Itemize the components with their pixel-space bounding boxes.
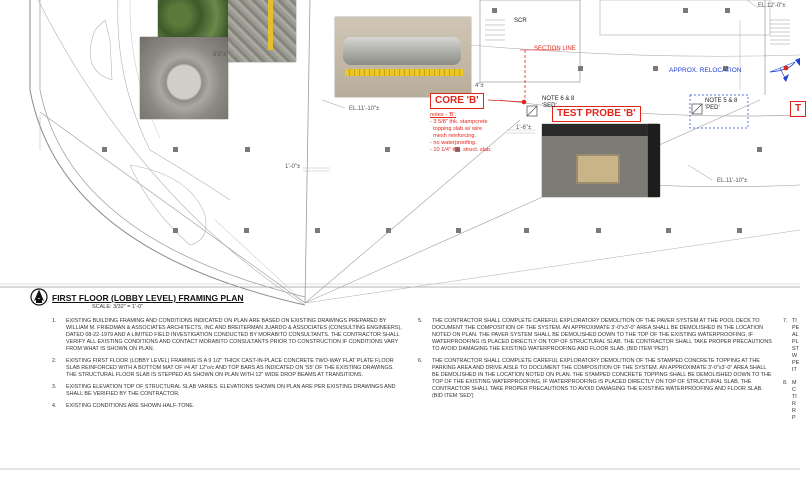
general-notes-right [418, 318, 772, 405]
note-text: THE CONTRACTOR SHALL COMPLETE CAREFUL EXPLORATORY DEMOLITION OF THE STAMPED CONCRETE TOPPING AT THE PARKING AREA AND DRIVE AISLE TO DOCUMENT THE COMPOSITION OF THE SYSTEM. AN APPROXIMATE 3'-0"x3'-0" AREA SHALL BE DEMOLISHED IN THE LOCATION NOTED ON PLAN. THE STAMPED CONCRETE TOPPING SHALL BE DEMOLISHED DOWN TO THE TOP OF THE EXISTING WATERPROOFING, IF WATERPROOFING IS PLACED DIRECTLY ON TOP OF STRUCTURAL SLAB. THE CONTRACTOR SHALL TAKE PROPER PRECAUTIONS TO AVOID DAMAGING THE EXISTING WATERPROOFING AND FLOOR SLAB. (BID ITEM 'SED') [432, 358, 772, 400]
note-item [52, 403, 404, 410]
note-text: EXISTING ELEVATION TOP OF STRUCTURAL SLAB VARIES. ELEVATIONS SHOWN ON PLAN ARE PER EXISTING DRAWINGS AND SHALL BE VERIFIED BY THE CONTRACTOR. [66, 384, 396, 398]
core-b-tag: CORE 'B' [430, 93, 484, 109]
note-fragment: ST [792, 346, 799, 353]
section-line-label: SECTION LINE [534, 46, 576, 52]
photo-core-sample [335, 17, 471, 97]
note-text: EXISTING CONDITIONS ARE SHOWN HALF-TONE. [66, 403, 195, 410]
core-note-line: - 3 5/8" thk. stampcrete [430, 118, 488, 125]
photo-test-probe [542, 124, 658, 197]
note-fragment: C [792, 387, 796, 394]
note-number: 6. [418, 358, 423, 365]
note-fragment: TI [792, 318, 797, 324]
note-fragment: IT [792, 367, 797, 374]
note-fragment: M [792, 380, 797, 387]
note-number: 5. [418, 318, 423, 324]
note-fragment: PE [792, 325, 800, 332]
note-5-8-label: NOTE 5 & 8 [705, 98, 738, 104]
tape-measure-icon [268, 0, 273, 50]
north-arrow-icon [30, 288, 48, 306]
note-number: 2. [52, 358, 57, 365]
ruler-icon [345, 69, 463, 76]
note-item [52, 318, 404, 353]
note-item [783, 380, 800, 422]
test-probe-b-tag: TEST PROBE 'B' [552, 106, 641, 122]
note-item [418, 358, 772, 400]
core-notes [430, 112, 492, 154]
note-number: 4. [52, 403, 57, 410]
photo-measure-pavement [228, 0, 296, 62]
note-item [52, 358, 404, 379]
note-text [792, 380, 797, 422]
note-fragment: PL [792, 339, 799, 346]
note-6-8-label: NOTE 6 & 8 [542, 96, 575, 102]
core-notes-title: notes - 'B': [430, 112, 457, 118]
note-5-8-code: 'PED' [705, 104, 720, 111]
note-number: 1. [52, 318, 57, 324]
elevation-right-label: EL.11'-10"± [717, 178, 748, 184]
core-note-line: - 10 1/4" thk. struct. slab. [430, 146, 492, 153]
elevation-left-label: EL.11'-10"± [349, 106, 380, 112]
note-item [418, 318, 772, 353]
note-fragment: R [792, 408, 796, 415]
note-5-8-tag [705, 98, 737, 111]
note-fragment: TI [792, 394, 797, 401]
dimension-top-label: 4"± [475, 83, 484, 89]
note-text: EXISTING FIRST FLOOR (LOBBY LEVEL) FRAMING IS A 9 1/2" THICK CAST-IN-PLACE CONCRETE TWO-WAY FLAT PLATE FLOOR SLAB REINFORCED WITH A BOTTOM MAT OF #4 AT 12"o/c AND TOP BARS AS INDICATED ON 'S5' OF THE EXISTING DRAWINGS. THE STRUCTURAL FLOOR SLAB IS STEPPED AS SHOWN ON PLAN WITH 12" WIDE DROP BEAMS AT TRANSITIONS. [66, 358, 394, 379]
scr-label: SCR [514, 18, 527, 24]
probe-opening-icon [576, 154, 620, 184]
elevation-top-label: EL.12'-0"± [758, 3, 786, 9]
photo-grass [158, 0, 228, 38]
note-number: 7. [783, 318, 788, 324]
general-notes-cut [783, 318, 800, 422]
approx-relocation-label: APPROX. RELOCATION [669, 67, 742, 74]
dimension-side-label: 5'3"± [213, 52, 227, 58]
note-number: 8. [783, 380, 788, 387]
photo-core-hole [140, 37, 228, 119]
note-number: 3. [52, 384, 57, 391]
note-text [792, 318, 799, 374]
cut-right-tag: T [790, 101, 806, 117]
note-item [783, 318, 800, 374]
core-sample-icon [343, 37, 461, 65]
note-6-8-tag [542, 96, 574, 109]
note-text: EXISTING BUILDING FRAMING AND CONDITIONS INDICATED ON PLAN ARE BASED ON EXISTING DRAWINGS PREPARED BY WILLIAM M. FRIEDMAN & ASSOCIATES ARCHITECTS, INC AND BREITERMAN JUARDO & ASSOCIATES (CONSULTING ENGINEERS), DATED 08-22-1979 AND A LIMITED FIELD INVESTIGATION CONDUCTED BY MORABITO CONSULTANTS. THE CONTRACTOR SHALL VERIFY ALL EXISTING CONDITIONS AND CONTACT MORABITO CONSULTANTS PRIOR TO CONSTRUCTION IF CONDITIONS VARY FROM WHAT IS SHOWN ON PLAN. [66, 318, 402, 353]
core-note-line: topping slab w/ wire [430, 125, 483, 132]
core-note-line: mesh reinforcing. [430, 132, 477, 139]
note-6-8-code: 'SED' [542, 102, 557, 109]
note-fragment: PE [792, 360, 800, 367]
core-note-line: - no waterproofing. [430, 139, 477, 146]
dimension-left-label: 1'-0"± [285, 164, 301, 170]
dimension-mid-label: 1'-6"± [516, 125, 532, 131]
plan-scale: SCALE: 3/32" = 1'-0" [92, 304, 143, 310]
note-item [52, 384, 404, 398]
general-notes-left [52, 318, 404, 415]
note-text: THE CONTRACTOR SHALL COMPLETE CAREFUL EXPLORATORY DEMOLITION OF THE PAVER SYSTEM AT THE POOL DECK TO DOCUMENT THE COMPOSITION OF THE SYSTEM. AN APPROXIMATE 3'-0"x3'-0" AREA SHALL BE DEMOLISHED IN THE LOCATION NOTED ON PLAN. THE PAVER SYSTEM SHALL BE DEMOLISHED DOWN TO THE TOP OF THE EXISTING WATERPROOFING, IF WATERPROOFING IS PLACED DIRECTLY ON TOP OF STRUCTURAL SLAB. THE CONTRACTOR SHALL TAKE PROPER PRECAUTIONS TO AVOID DAMAGING THE EXISTING WATERPROOFING AND FLOOR SLAB. (BID ITEM 'PED') [432, 318, 772, 353]
photo-dark-edge [648, 124, 660, 197]
note-fragment: P [792, 415, 796, 422]
note-fragment: R [792, 401, 796, 408]
plan-title: FIRST FLOOR (LOBBY LEVEL) FRAMING PLAN [52, 293, 244, 303]
note-fragment: AL [792, 332, 799, 339]
note-fragment: W [792, 353, 798, 360]
